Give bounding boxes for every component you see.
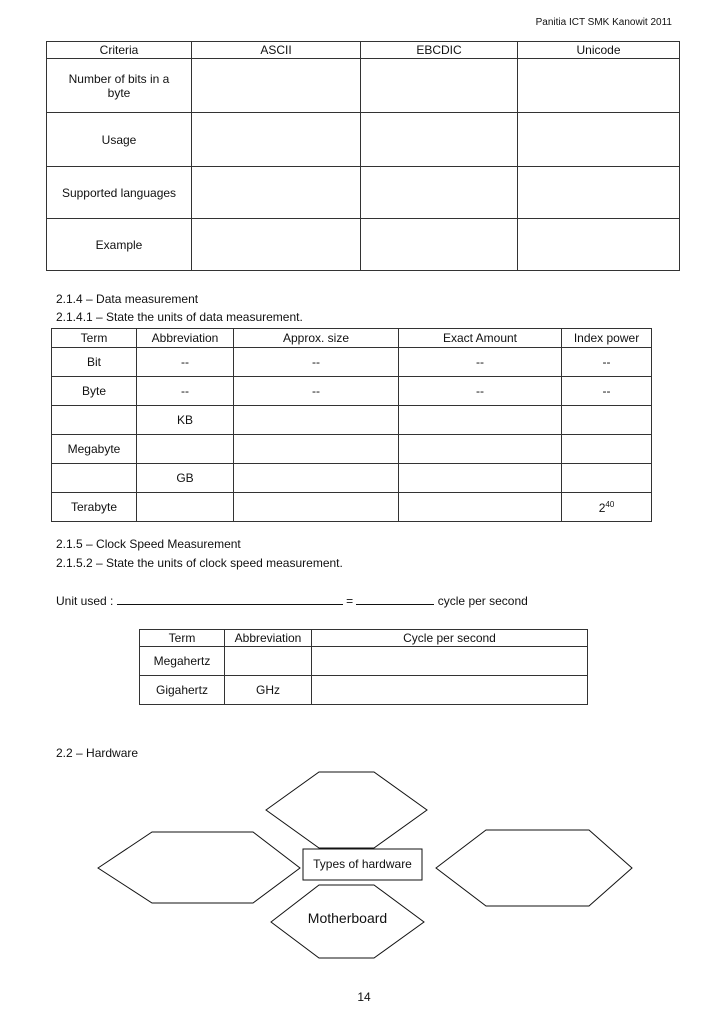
col-term: Term — [140, 630, 225, 647]
index-power-value: $2^{40}$ — [562, 493, 652, 522]
clock-speed-instruction: 2.1.5.2 – State the units of clock speed measurement. — [56, 556, 343, 570]
hexagon-right[interactable] — [436, 830, 632, 906]
abbrev-cell: -- — [137, 377, 234, 406]
data-measurement-heading: 2.1.4 – Data measurement — [56, 292, 199, 306]
approx-cell: -- — [234, 348, 399, 377]
term-cell: Terabyte — [52, 493, 137, 522]
col-ascii: ASCII — [192, 42, 361, 59]
hexagon-left[interactable] — [98, 832, 300, 903]
index-cell: -- — [562, 348, 652, 377]
col-exact-amount: Exact Amount — [399, 329, 562, 348]
abbrev-cell: -- — [137, 348, 234, 377]
data-measurement-instruction: 2.1.4.1 – State the units of data measurement. — [56, 310, 303, 324]
exact-cell: -- — [399, 348, 562, 377]
abbrev-cell: GHz — [225, 676, 312, 705]
cycle-suffix: cycle per second — [437, 594, 528, 608]
term-cell: Megabyte — [52, 435, 137, 464]
clock-speed-heading: 2.1.5 – Clock Speed Measurement — [56, 537, 241, 551]
row-label: Usage — [47, 113, 192, 167]
hardware-heading: 2.2 – Hardware — [56, 746, 139, 760]
center-label: Types of hardware — [313, 857, 412, 871]
abbrev-cell: GB — [137, 464, 234, 493]
col-index-power: Index power — [562, 329, 652, 348]
hexagon-top[interactable] — [266, 772, 427, 848]
abbrev-cell: KB — [137, 406, 234, 435]
col-approx-size: Approx. size — [234, 329, 399, 348]
col-unicode: Unicode — [518, 42, 680, 59]
approx-cell: -- — [234, 377, 399, 406]
col-cycle-per-second: Cycle per second — [312, 630, 588, 647]
term-cell: Megahertz — [140, 647, 225, 676]
page-header: Panitia ICT SMK Kanowit 2011 — [535, 17, 672, 28]
equals-sign: = — [346, 594, 354, 608]
col-ebcdic: EBCDIC — [361, 42, 518, 59]
page-number: 14 — [357, 990, 371, 1004]
row-label: Example — [47, 219, 192, 271]
term-cell: Gigahertz — [140, 676, 225, 705]
index-cell: -- — [562, 377, 652, 406]
motherboard-label: Motherboard — [307, 910, 388, 926]
term-cell: Byte — [52, 377, 137, 406]
col-abbreviation: Abbreviation — [137, 329, 234, 348]
col-term: Term — [52, 329, 137, 348]
unit-used-label: Unit used : — [56, 594, 114, 608]
row-label: Number of bits in a byte — [47, 59, 192, 113]
term-cell: Bit — [52, 348, 137, 377]
col-abbreviation: Abbreviation — [225, 630, 312, 647]
col-criteria: Criteria — [47, 42, 192, 59]
row-label: Supported languages — [47, 167, 192, 219]
exact-cell: -- — [399, 377, 562, 406]
